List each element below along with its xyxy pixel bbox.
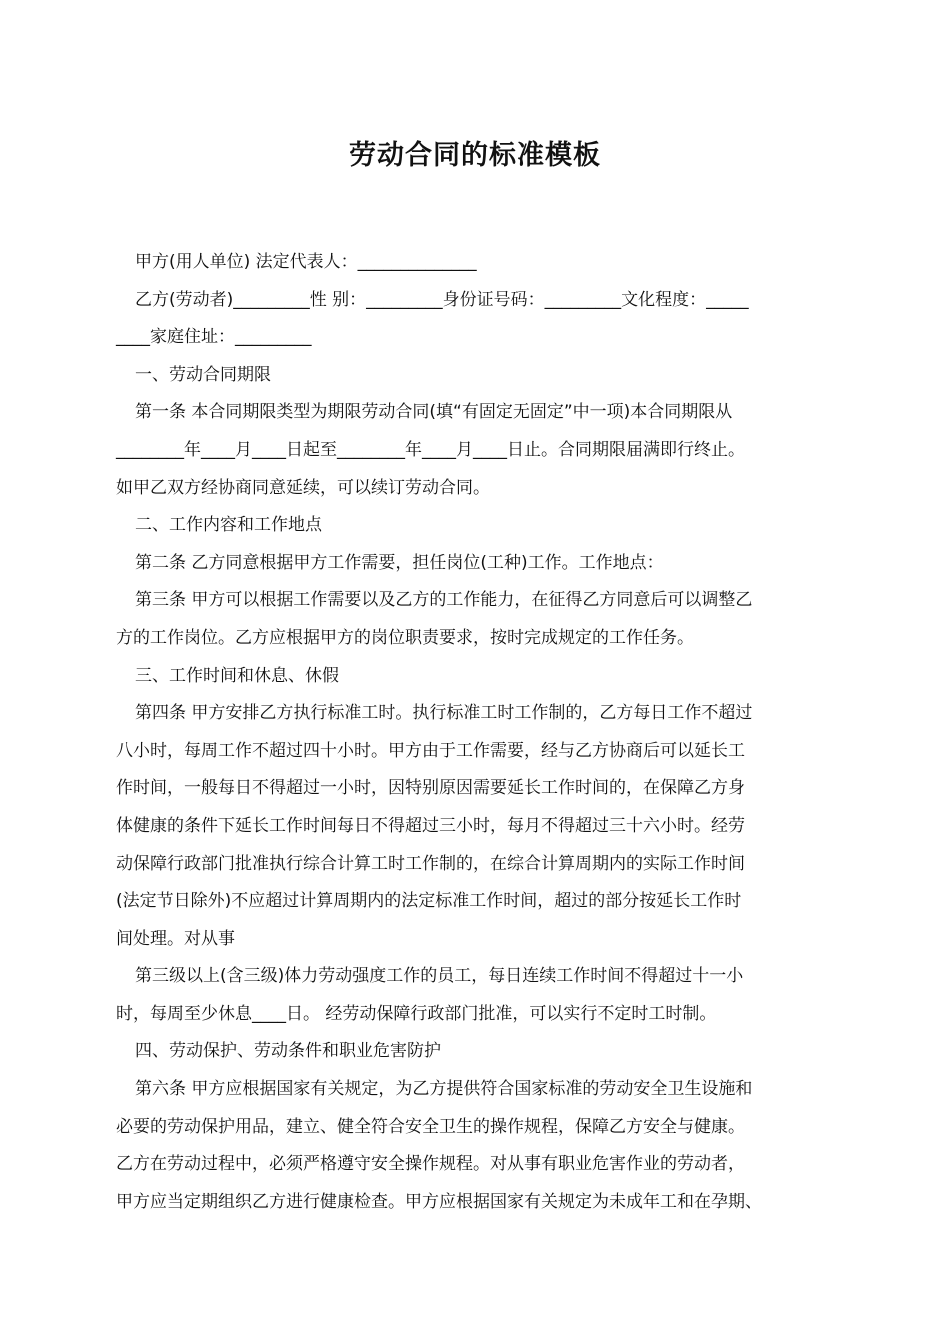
document-line: 体健康的条件下延长工作时间每日不得超过三小时，每月不得超过三十六小时。经劳 (116, 815, 745, 836)
document-line: 乙方在劳动过程中，必须严格遵守安全操作规程。对从事有职业危害作业的劳动者， (116, 1154, 745, 1175)
document-line: 乙方(劳动者)_________性 别：_________身份证号码：_________文化程度：_____ (135, 289, 749, 310)
document-line: 二、工作内容和工作地点 (135, 515, 322, 536)
document-line: 第三级以上(含三级)体力劳动强度工作的员工，每日连续工作时间不得超过十一小 (135, 966, 744, 987)
document-line: 作时间，一般每日不得超过一小时，因特别原因需要延长工作时间的，在保障乙方身 (116, 778, 745, 799)
document-line: 第一条 本合同期限类型为期限劳动合同(填“有固定无固定”中一项)本合同期限从 (135, 402, 733, 423)
document-line: (法定节日除外)不应超过计算周期内的法定标准工作时间，超过的部分按延长工作时 (116, 891, 742, 912)
document-line: 如甲乙双方经协商同意延续，可以续订劳动合同。 (116, 477, 490, 498)
document-line: 必要的劳动保护用品，建立、健全符合安全卫生的操作规程，保障乙方安全与健康。 (116, 1116, 745, 1137)
document-line: 甲方应当定期组织乙方进行健康检查。甲方应根据国家有关规定为未成年工和在孕期、 (116, 1191, 762, 1212)
document-line: 四、劳动保护、劳动条件和职业危害防护 (135, 1041, 441, 1062)
document-line: 一、劳动合同期限 (135, 364, 271, 385)
document-line: ____家庭住址：_________ (116, 327, 312, 348)
document-line: ________年____月____日起至________年____月____日止。合同期限届满即行终止。 (116, 439, 745, 460)
document-line: 第四条 甲方安排乙方执行标准工时。执行标准工时工作制的，乙方每日工作不超过 (135, 703, 753, 724)
document-line: 第二条 乙方同意根据甲方工作需要，担任岗位(工种)工作。工作地点： (135, 552, 664, 573)
document-line: 三、工作时间和休息、休假 (135, 665, 339, 686)
document-title: 劳动合同的标准模板 (349, 140, 601, 171)
document-line: 方的工作岗位。乙方应根据甲方的岗位职责要求，按时完成规定的工作任务。 (116, 627, 694, 648)
document-body (116, 244, 840, 1221)
document-line: 时，每周至少休息____日。 经劳动保障行政部门批准，可以实行不定时工时制。 (116, 1003, 717, 1024)
document-line: 间处理。对从事 (116, 928, 235, 949)
document-line: 第三条 甲方可以根据工作需要以及乙方的工作能力，在征得乙方同意后可以调整乙 (135, 590, 753, 611)
document-line: 甲方(用人单位) 法定代表人：______________ (135, 252, 477, 272)
document-line: 八小时，每周工作不超过四十小时。甲方由于工作需要，经与乙方协商后可以延长工 (116, 740, 745, 761)
document-line: 第六条 甲方应根据国家有关规定，为乙方提供符合国家标准的劳动安全卫生设施和 (135, 1079, 753, 1100)
document-line: 动保障行政部门批准执行综合计算工时工作制的，在综合计算周期内的实际工作时间 (116, 853, 745, 874)
